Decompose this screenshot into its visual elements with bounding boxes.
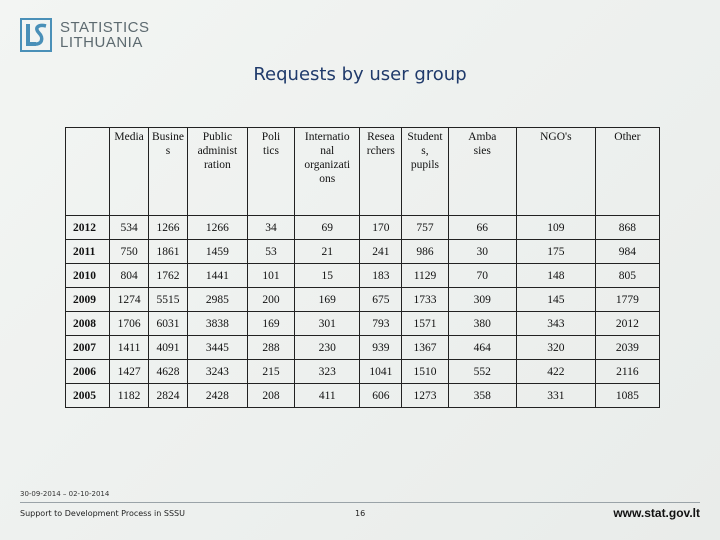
table-cell: 939 bbox=[360, 336, 402, 360]
table-cell: 4091 bbox=[149, 336, 188, 360]
column-header-line: administ bbox=[197, 145, 238, 157]
table-cell: 2012 bbox=[595, 312, 659, 336]
table-row bbox=[66, 264, 660, 288]
table-cell: 331 bbox=[516, 384, 595, 408]
table-cell: 1085 bbox=[595, 384, 659, 408]
table-cell: 109 bbox=[516, 216, 595, 240]
table-cell: 145 bbox=[516, 288, 595, 312]
table-cell: 757 bbox=[402, 216, 448, 240]
table-cell: 1274 bbox=[110, 288, 149, 312]
table-cell: 230 bbox=[295, 336, 360, 360]
statistics-lithuania-logo-icon bbox=[20, 18, 52, 52]
column-header bbox=[295, 128, 360, 216]
table-cell: 15 bbox=[295, 264, 360, 288]
table-cell: 6031 bbox=[149, 312, 188, 336]
year-cell: 2005 bbox=[66, 384, 110, 408]
column-header-line: Resea bbox=[367, 131, 395, 143]
table-cell: 200 bbox=[247, 288, 294, 312]
page-title: Requests by user group bbox=[253, 64, 467, 85]
table-cell: 208 bbox=[247, 384, 294, 408]
page-number: 16 bbox=[355, 509, 366, 518]
table-cell: 750 bbox=[110, 240, 149, 264]
year-cell: 2012 bbox=[66, 216, 110, 240]
table-cell: 552 bbox=[448, 360, 516, 384]
column-header-line: ration bbox=[203, 159, 231, 171]
column-header-line: Internatio bbox=[304, 131, 350, 143]
logo bbox=[20, 18, 149, 52]
column-header-line: tics bbox=[263, 145, 279, 157]
table-cell: 183 bbox=[360, 264, 402, 288]
table-body bbox=[66, 216, 660, 408]
column-header-line: Poli bbox=[261, 131, 281, 143]
table-cell: 2039 bbox=[595, 336, 659, 360]
table-cell: 241 bbox=[360, 240, 402, 264]
table-cell: 534 bbox=[110, 216, 149, 240]
table-cell: 380 bbox=[448, 312, 516, 336]
table-cell: 21 bbox=[295, 240, 360, 264]
table-cell: 170 bbox=[360, 216, 402, 240]
table-cell: 1266 bbox=[187, 216, 247, 240]
year-cell: 2007 bbox=[66, 336, 110, 360]
table-row bbox=[66, 216, 660, 240]
column-header-line: organizati bbox=[304, 159, 351, 171]
column-header bbox=[110, 128, 149, 216]
logo-line1: STATISTICS bbox=[60, 19, 150, 36]
requests-table bbox=[65, 127, 660, 408]
table-cell: 169 bbox=[295, 288, 360, 312]
table-cell: 5515 bbox=[149, 288, 188, 312]
column-header bbox=[516, 128, 595, 216]
table-cell: 1459 bbox=[187, 240, 247, 264]
table-cell: 793 bbox=[360, 312, 402, 336]
table-cell: 422 bbox=[516, 360, 595, 384]
column-header-line: Public bbox=[202, 131, 233, 143]
column-header-line: s, bbox=[421, 145, 429, 157]
table-cell: 34 bbox=[247, 216, 294, 240]
table-cell: 101 bbox=[247, 264, 294, 288]
table-cell: 411 bbox=[295, 384, 360, 408]
table-row bbox=[66, 240, 660, 264]
column-header-line: s bbox=[165, 145, 171, 157]
column-header-line: Other bbox=[614, 131, 641, 143]
table-cell: 2116 bbox=[595, 360, 659, 384]
column-header-line: NGO's bbox=[540, 131, 572, 143]
table-cell: 358 bbox=[448, 384, 516, 408]
table-cell: 804 bbox=[110, 264, 149, 288]
table-row bbox=[66, 312, 660, 336]
table-cell: 215 bbox=[247, 360, 294, 384]
year-cell: 2009 bbox=[66, 288, 110, 312]
table-cell: 70 bbox=[448, 264, 516, 288]
table-header-row bbox=[66, 128, 660, 216]
table-cell: 1441 bbox=[187, 264, 247, 288]
table-cell: 1510 bbox=[402, 360, 448, 384]
table-cell: 309 bbox=[448, 288, 516, 312]
column-header bbox=[149, 128, 188, 216]
table-cell: 3243 bbox=[187, 360, 247, 384]
table-cell: 1571 bbox=[402, 312, 448, 336]
table-row bbox=[66, 336, 660, 360]
footer-project: Support to Development Process in SSSU bbox=[20, 509, 185, 518]
table-cell: 66 bbox=[448, 216, 516, 240]
column-header-line: ons bbox=[319, 173, 336, 185]
table-cell: 805 bbox=[595, 264, 659, 288]
table-cell: 320 bbox=[516, 336, 595, 360]
column-header-line: sies bbox=[473, 145, 491, 157]
table-cell: 343 bbox=[516, 312, 595, 336]
table-cell: 1129 bbox=[402, 264, 448, 288]
year-cell: 2011 bbox=[66, 240, 110, 264]
table-cell: 30 bbox=[448, 240, 516, 264]
table-cell: 1762 bbox=[149, 264, 188, 288]
footer-url: www.stat.gov.lt bbox=[613, 506, 700, 520]
column-header-line: rchers bbox=[366, 145, 395, 157]
table-cell: 3838 bbox=[187, 312, 247, 336]
table-cell: 288 bbox=[247, 336, 294, 360]
column-header bbox=[187, 128, 247, 216]
table-cell: 1779 bbox=[595, 288, 659, 312]
table-cell: 1411 bbox=[110, 336, 149, 360]
table-cell: 323 bbox=[295, 360, 360, 384]
table-cell: 1367 bbox=[402, 336, 448, 360]
table-cell: 606 bbox=[360, 384, 402, 408]
table-cell: 53 bbox=[247, 240, 294, 264]
table-cell: 1182 bbox=[110, 384, 149, 408]
table-cell: 4628 bbox=[149, 360, 188, 384]
table-cell: 1706 bbox=[110, 312, 149, 336]
table-row bbox=[66, 384, 660, 408]
table-cell: 175 bbox=[516, 240, 595, 264]
column-header-line: Busine bbox=[152, 131, 184, 143]
column-header-line: nal bbox=[320, 145, 335, 157]
column-header bbox=[66, 128, 110, 216]
table-cell: 169 bbox=[247, 312, 294, 336]
table-cell: 1733 bbox=[402, 288, 448, 312]
table-cell: 1427 bbox=[110, 360, 149, 384]
column-header-line: Amba bbox=[468, 131, 497, 143]
column-header bbox=[595, 128, 659, 216]
table-cell: 148 bbox=[516, 264, 595, 288]
table-cell: 986 bbox=[402, 240, 448, 264]
column-header-line: Student bbox=[407, 131, 443, 143]
logo-line2: LITHUANIA bbox=[60, 34, 143, 51]
table-cell: 2985 bbox=[187, 288, 247, 312]
table-cell: 2824 bbox=[149, 384, 188, 408]
table-cell: 1041 bbox=[360, 360, 402, 384]
year-cell: 2006 bbox=[66, 360, 110, 384]
table-cell: 1266 bbox=[149, 216, 188, 240]
table-row bbox=[66, 288, 660, 312]
table-cell: 464 bbox=[448, 336, 516, 360]
table-cell: 1273 bbox=[402, 384, 448, 408]
column-header-line: pupils bbox=[410, 159, 440, 171]
year-cell: 2008 bbox=[66, 312, 110, 336]
table-cell: 301 bbox=[295, 312, 360, 336]
table-cell: 3445 bbox=[187, 336, 247, 360]
table-cell: 2428 bbox=[187, 384, 247, 408]
table-cell: 1861 bbox=[149, 240, 188, 264]
table-cell: 675 bbox=[360, 288, 402, 312]
column-header bbox=[448, 128, 516, 216]
table-cell: 868 bbox=[595, 216, 659, 240]
year-cell: 2010 bbox=[66, 264, 110, 288]
column-header bbox=[247, 128, 294, 216]
column-header bbox=[402, 128, 448, 216]
table-cell: 984 bbox=[595, 240, 659, 264]
column-header-line: Media bbox=[114, 131, 144, 143]
table-cell: 69 bbox=[295, 216, 360, 240]
table-row bbox=[66, 360, 660, 384]
footer-divider bbox=[20, 502, 700, 503]
column-header bbox=[360, 128, 402, 216]
date-range: 30-09-2014 – 02-10-2014 bbox=[20, 490, 110, 498]
